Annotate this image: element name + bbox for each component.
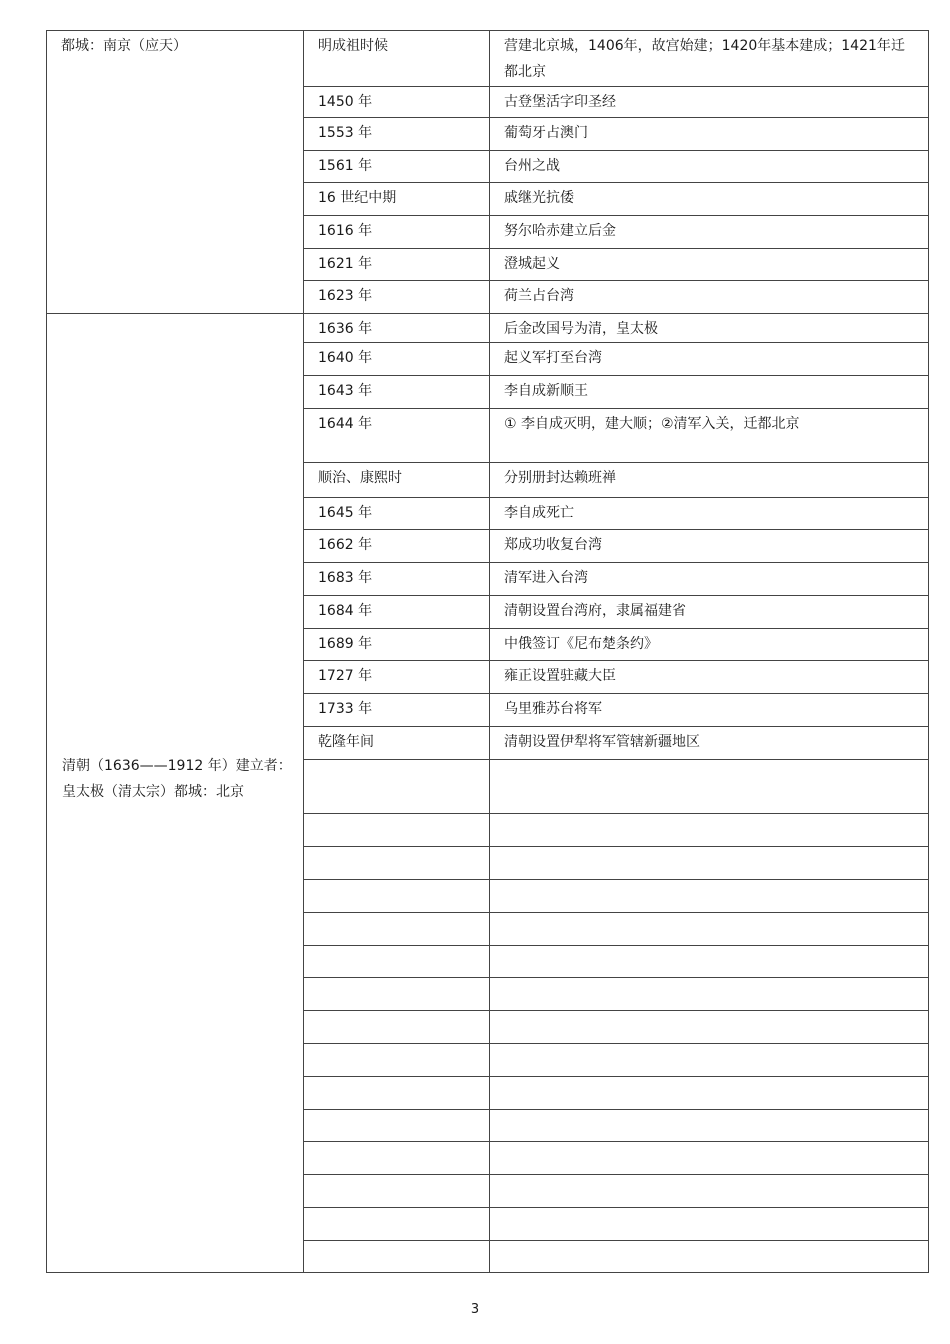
time-cell: 1684 年 (304, 596, 490, 629)
dynasty-qing-label: 清朝（1636——1912 年）建立者：皇太极（清太宗）都城：北京 (62, 758, 292, 800)
page-number: 3 (470, 1302, 480, 1317)
time-cell: 1621 年 (304, 249, 490, 281)
empty-cell (304, 1044, 490, 1077)
empty-cell (304, 946, 490, 978)
event-cell: 分别册封达赖班禅 (490, 463, 929, 498)
empty-cell (490, 1011, 929, 1044)
empty-cell (490, 978, 929, 1011)
empty-cell (304, 1011, 490, 1044)
time-cell: 16 世纪中期 (304, 183, 490, 216)
empty-cell (490, 1077, 929, 1110)
empty-cell (490, 760, 929, 814)
event-cell: 中俄签订《尼布楚条约》 (490, 629, 929, 661)
table-row (47, 31, 929, 87)
empty-cell (490, 1241, 929, 1273)
dynasty-label: 都城：南京（应天） (61, 38, 187, 54)
empty-cell (304, 1175, 490, 1208)
event-cell: 乌里雅苏台将军 (490, 694, 929, 727)
time-cell: 明成祖时候 (304, 31, 490, 87)
event-cell: 李自成死亡 (490, 498, 929, 530)
event-cell: 台州之战 (490, 151, 929, 183)
empty-cell (304, 760, 490, 814)
event-cell: 郑成功收复台湾 (490, 530, 929, 563)
time-cell: 1645 年 (304, 498, 490, 530)
event-cell: 澄城起义 (490, 249, 929, 281)
empty-cell (490, 1208, 929, 1241)
empty-cell (304, 1241, 490, 1273)
empty-cell (304, 1077, 490, 1110)
empty-cell (304, 1208, 490, 1241)
empty-cell (304, 847, 490, 880)
time-cell: 1662 年 (304, 530, 490, 563)
empty-cell (304, 978, 490, 1011)
event-cell: 后金改国号为清，皇太极 (490, 314, 929, 343)
time-cell: 1450 年 (304, 87, 490, 118)
time-cell: 1553 年 (304, 118, 490, 151)
empty-cell (490, 880, 929, 913)
event-cell: 清军进入台湾 (490, 563, 929, 596)
empty-cell (490, 1110, 929, 1142)
history-timeline-table (46, 30, 929, 1273)
empty-cell (490, 1175, 929, 1208)
empty-cell (490, 1142, 929, 1175)
empty-cell (490, 913, 929, 946)
event-cell: 荷兰占台湾 (490, 281, 929, 314)
empty-cell (490, 847, 929, 880)
event-cell: 努尔哈赤建立后金 (490, 216, 929, 249)
event-cell: 古登堡活字印圣经 (490, 87, 929, 118)
time-cell: 1640 年 (304, 343, 490, 376)
time-cell: 1616 年 (304, 216, 490, 249)
event-cell: 戚继光抗倭 (490, 183, 929, 216)
empty-cell (304, 880, 490, 913)
time-cell: 乾隆年间 (304, 727, 490, 760)
time-cell: 1561 年 (304, 151, 490, 183)
event-cell: 清朝设置伊犁将军管辖新疆地区 (490, 727, 929, 760)
time-cell: 1643 年 (304, 376, 490, 409)
time-cell: 1636 年 (304, 314, 490, 343)
event-cell: 李自成新顺王 (490, 376, 929, 409)
table-row (47, 314, 929, 343)
event-cell: 雍正设置驻藏大臣 (490, 661, 929, 694)
empty-cell (490, 946, 929, 978)
event-cell: 营建北京城，1406年，故宫始建；1420年基本建成；1421年迁都北京 (490, 31, 929, 87)
time-cell: 1644 年 (304, 409, 490, 463)
empty-cell (304, 1110, 490, 1142)
event-cell: 葡萄牙占澳门 (490, 118, 929, 151)
time-cell: 1683 年 (304, 563, 490, 596)
time-cell: 1623 年 (304, 281, 490, 314)
time-cell: 顺治、康熙时 (304, 463, 490, 498)
empty-cell (490, 814, 929, 847)
dynasty-ming-cell (47, 31, 304, 314)
empty-cell (490, 1044, 929, 1077)
time-cell: 1689 年 (304, 629, 490, 661)
empty-cell (304, 1142, 490, 1175)
event-cell: 起义军打至台湾 (490, 343, 929, 376)
event-cell: 清朝设置台湾府，隶属福建省 (490, 596, 929, 629)
time-cell: 1733 年 (304, 694, 490, 727)
event-cell: ① 李自成灭明，建大顺；②清军入关，迁都北京 (490, 409, 929, 463)
time-cell: 1727 年 (304, 661, 490, 694)
empty-cell (304, 913, 490, 946)
empty-cell (304, 814, 490, 847)
